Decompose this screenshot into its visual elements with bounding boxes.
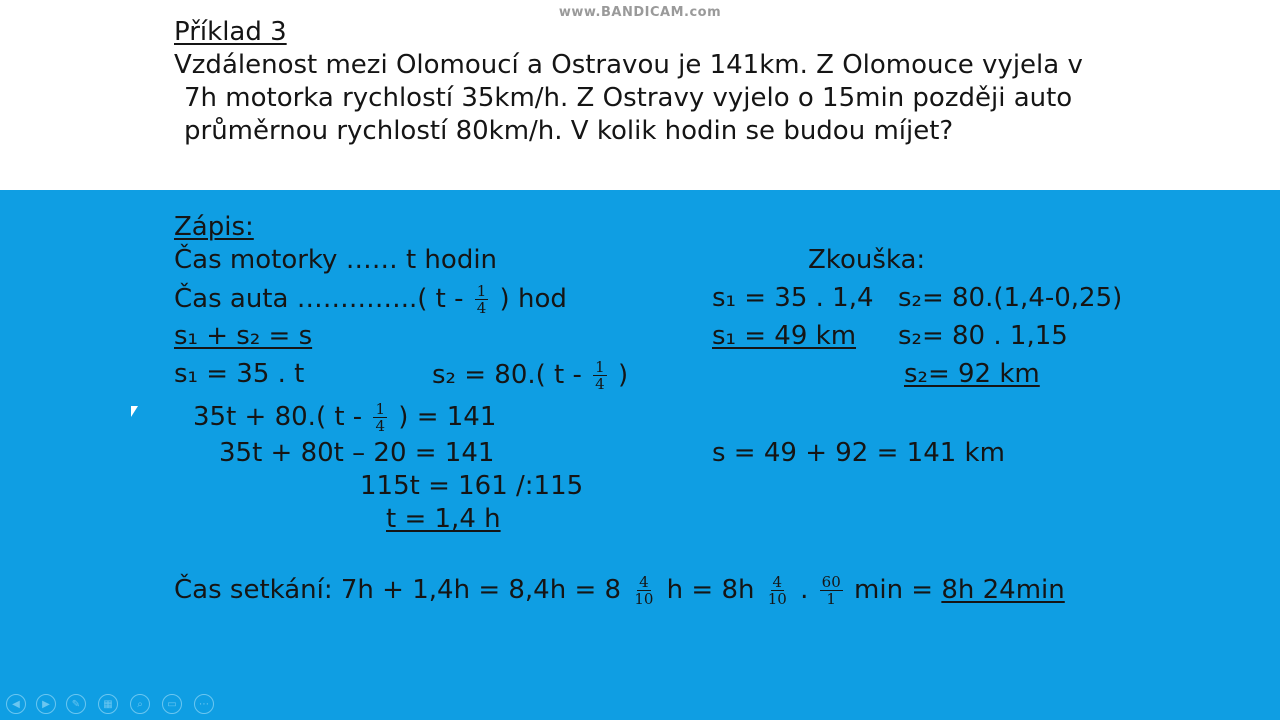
total-distance-check: s = 49 + 92 = 141 km [712, 438, 1005, 468]
meeting-text-3: . [791, 575, 817, 605]
fraction-60-1 [820, 574, 843, 607]
step-1-text: 35t + 80.( t - [193, 402, 371, 432]
s2-equation-text: s₂ = 80.( t - [432, 360, 591, 390]
meeting-text-4: min = [845, 575, 942, 605]
step-1-equation [193, 401, 496, 434]
fraction-numerator: 1 [375, 400, 386, 418]
s1-check-result: s₁ = 49 km [712, 321, 857, 351]
fraction-denominator: 10 [767, 590, 787, 608]
zapis-heading: Zápis: [174, 212, 254, 242]
s2-equation-close: ) [609, 360, 629, 390]
fraction-4-10 [632, 574, 655, 607]
meeting-text: Čas setkání: 7h + 1,4h = 8,4h = 8 [174, 575, 630, 605]
s2-equation [432, 359, 628, 392]
distance-sum-equation: s₁ + s₂ = s [174, 321, 313, 351]
zoom-icon[interactable]: ⌕ [130, 694, 150, 714]
fraction-numerator: 60 [821, 573, 841, 591]
fraction-numerator: 4 [772, 573, 783, 591]
slides-icon[interactable]: ▦ [98, 694, 118, 714]
cas-motorky: Čas motorky …… t hodin [174, 245, 498, 275]
fraction-denominator: 1 [826, 590, 836, 608]
s1-check-calc: s₁ = 35 . 1,4 [712, 283, 874, 313]
quarter-fraction [373, 401, 387, 434]
cas-auta [174, 283, 567, 316]
mouse-cursor-icon [131, 406, 138, 417]
result-t: t = 1,4 h [386, 504, 501, 534]
subtitles-icon[interactable]: ▭ [162, 694, 182, 714]
bandicam-watermark: www.BANDICAM.com [558, 5, 722, 20]
fraction-denominator: 4 [375, 417, 386, 435]
problem-title: Příklad 3 [174, 17, 287, 47]
fraction-numerator: 1 [595, 358, 605, 376]
step-1-result: ) = 141 [390, 402, 497, 432]
quarter-fraction [475, 283, 489, 316]
fraction-denominator: 4 [595, 375, 605, 393]
meeting-text-2: h = 8h [658, 575, 763, 605]
pen-icon[interactable]: ✎ [66, 694, 86, 714]
meeting-time-equation [174, 574, 1065, 607]
s2-check-calc: s₂= 80.(1,4-0,25) [898, 283, 1123, 313]
fraction-denominator: 10 [634, 590, 654, 608]
fraction-numerator: 4 [639, 573, 649, 591]
prev-icon[interactable]: ◀ [6, 694, 26, 714]
problem-line-3: průměrnou rychlostí 80km/h. V kolik hodin se budou míjet? [184, 116, 954, 146]
fraction-denominator: 4 [476, 299, 487, 317]
next-icon[interactable]: ▶ [36, 694, 56, 714]
problem-line-1: Vzdálenost mezi Olomoucí a Ostravou je 141km. Z Olomouce vyjela v [174, 50, 1083, 80]
meeting-result: 8h 24min [941, 575, 1065, 605]
fraction-numerator: 1 [476, 282, 487, 300]
zkouska-heading: Zkouška: [808, 245, 926, 275]
cas-auta-unit: ) hod [491, 284, 567, 314]
quarter-fraction [593, 359, 607, 392]
s2-check-calc-2: s₂= 80 . 1,15 [898, 321, 1068, 351]
s1-equation: s₁ = 35 . t [174, 359, 305, 389]
step-2-equation: 35t + 80t – 20 = 141 [219, 438, 495, 468]
fraction-4-10 [766, 574, 789, 607]
s2-check-result: s₂= 92 km [904, 359, 1040, 389]
problem-line-2: 7h motorka rychlostí 35km/h. Z Ostravy vyjelo o 15min později auto [184, 83, 1073, 113]
step-3-equation: 115t = 161 /:115 [360, 471, 584, 501]
more-icon[interactable]: ⋯ [194, 694, 214, 714]
cas-auta-text: Čas auta …………..( t - [174, 284, 472, 314]
